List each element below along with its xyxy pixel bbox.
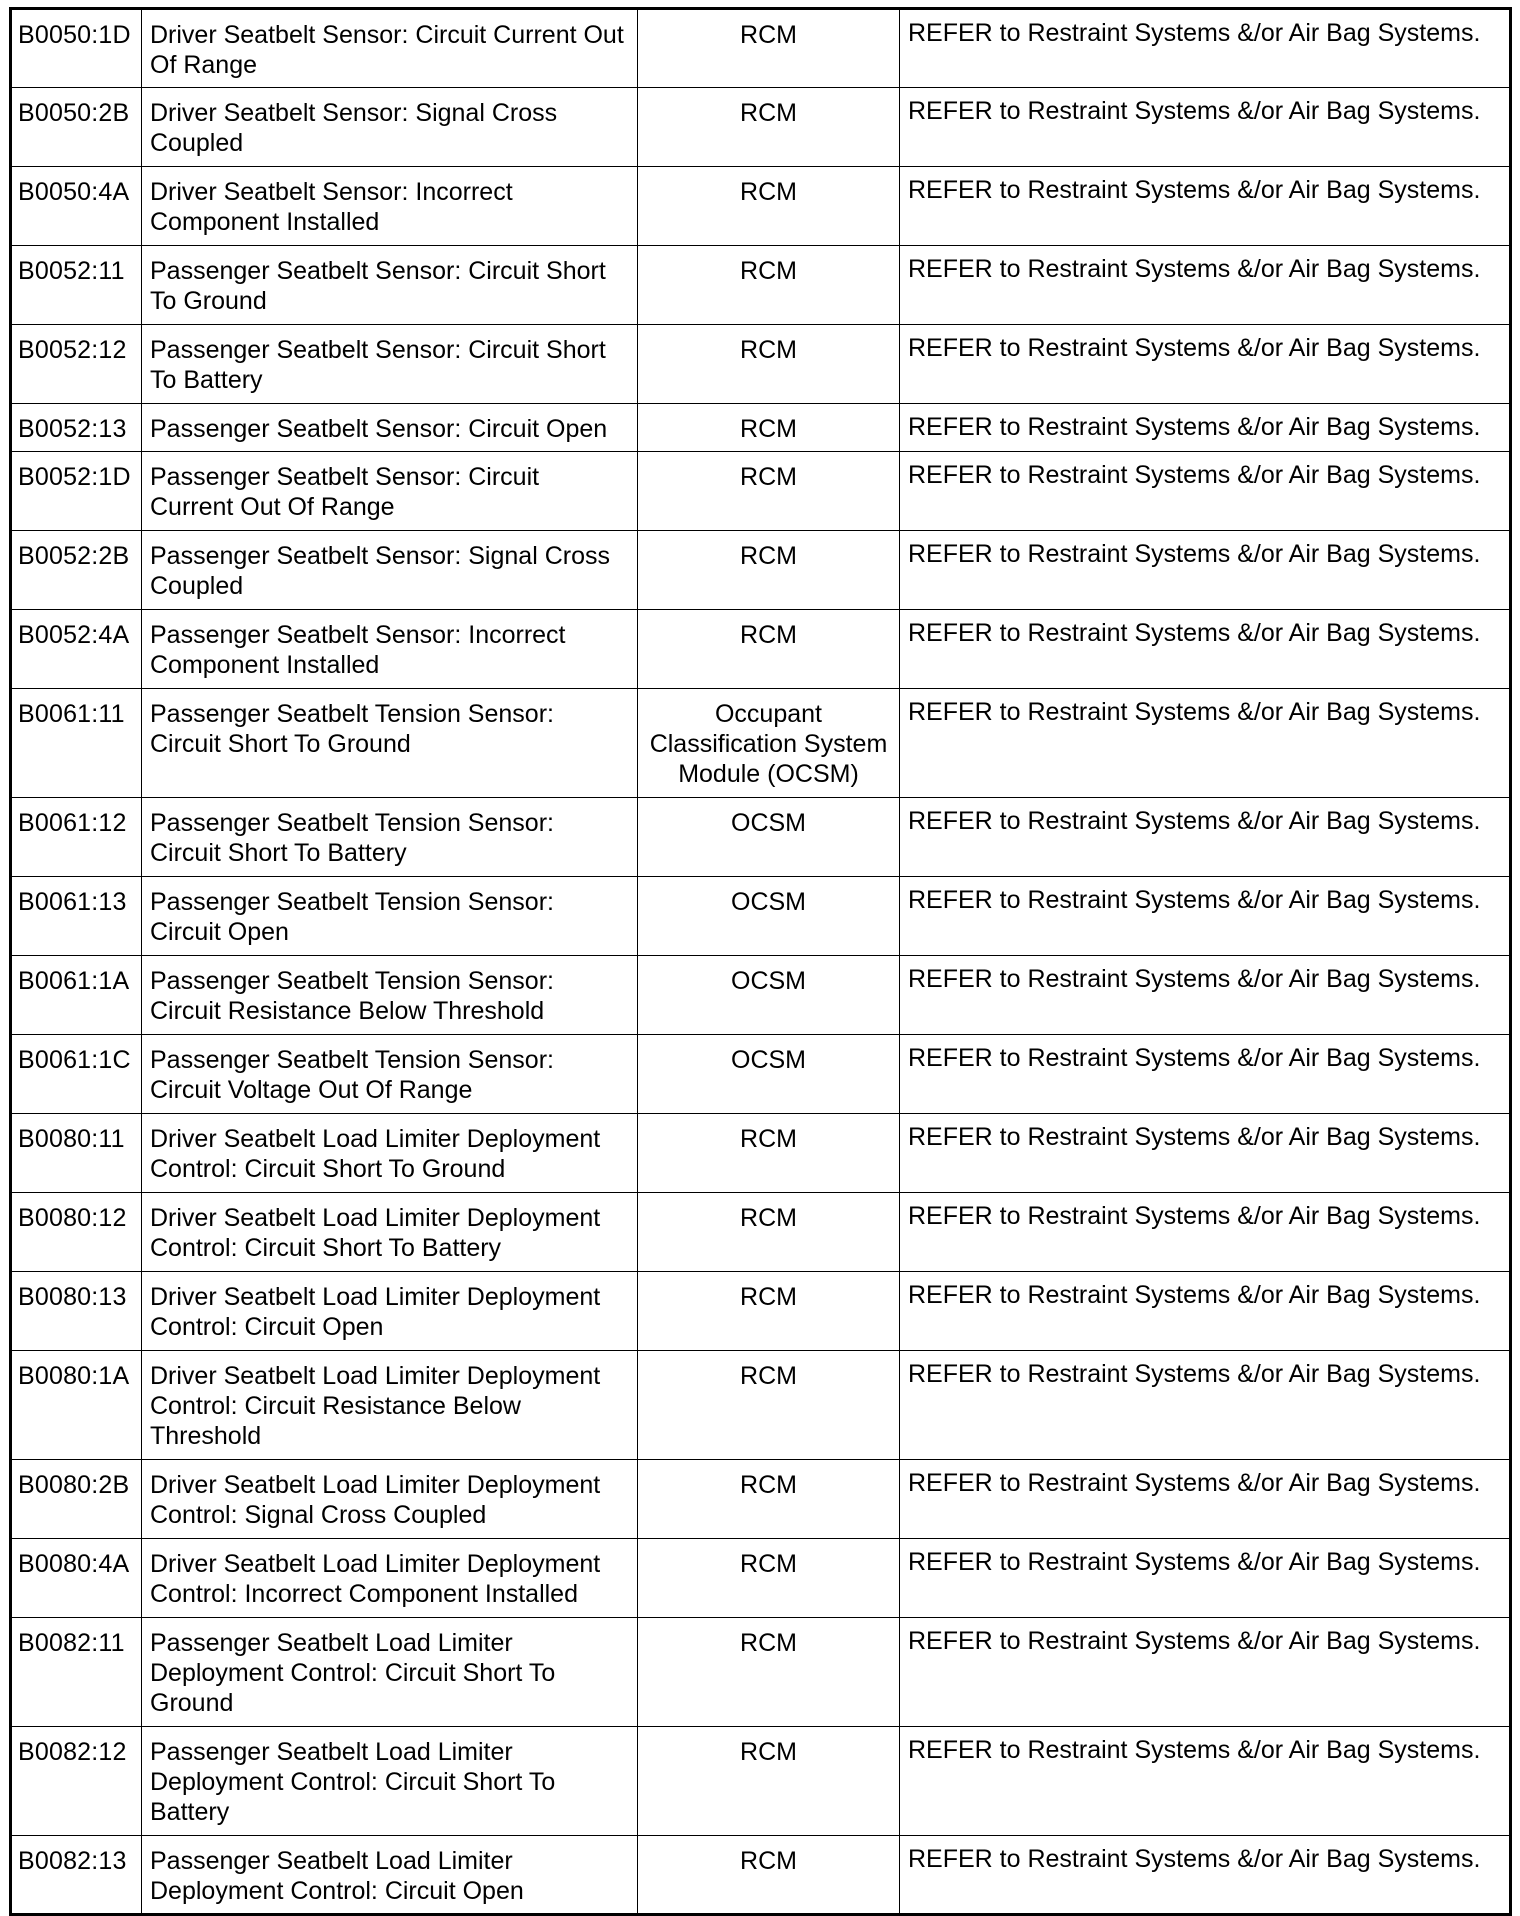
table-row bbox=[11, 88, 1511, 167]
dtc-module-cell: RCM bbox=[638, 610, 900, 689]
dtc-code-cell: B0050:4A bbox=[11, 167, 142, 246]
dtc-module-cell: RCM bbox=[638, 1114, 900, 1193]
table-row bbox=[11, 531, 1511, 610]
table-row bbox=[11, 877, 1511, 956]
dtc-action-cell: REFER to Restraint Systems &/or Air Bag Systems. bbox=[900, 325, 1511, 404]
table-row bbox=[11, 610, 1511, 689]
dtc-table bbox=[9, 7, 1512, 1916]
dtc-code-cell: B0052:4A bbox=[11, 610, 142, 689]
dtc-code-cell: B0080:2B bbox=[11, 1460, 142, 1539]
dtc-description-cell: Driver Seatbelt Sensor: Circuit Current Out Of Range bbox=[142, 9, 638, 88]
dtc-action-cell: REFER to Restraint Systems &/or Air Bag Systems. bbox=[900, 1351, 1511, 1460]
dtc-module-cell: RCM bbox=[638, 1539, 900, 1618]
table-row bbox=[11, 1193, 1511, 1272]
dtc-code-cell: B0080:1A bbox=[11, 1351, 142, 1460]
table-row bbox=[11, 956, 1511, 1035]
dtc-action-cell: REFER to Restraint Systems &/or Air Bag Systems. bbox=[900, 9, 1511, 88]
dtc-module-cell: RCM bbox=[638, 404, 900, 452]
dtc-action-cell: REFER to Restraint Systems &/or Air Bag Systems. bbox=[900, 956, 1511, 1035]
table-row bbox=[11, 167, 1511, 246]
table-row bbox=[11, 1539, 1511, 1618]
table-row bbox=[11, 9, 1511, 88]
dtc-action-cell: REFER to Restraint Systems &/or Air Bag Systems. bbox=[900, 610, 1511, 689]
dtc-code-cell: B0080:12 bbox=[11, 1193, 142, 1272]
dtc-module-cell: RCM bbox=[638, 9, 900, 88]
dtc-code-cell: B0082:12 bbox=[11, 1727, 142, 1836]
dtc-code-cell: B0052:11 bbox=[11, 246, 142, 325]
dtc-module-cell: OCSM bbox=[638, 1035, 900, 1114]
dtc-description-cell: Passenger Seatbelt Tension Sensor: Circuit Voltage Out Of Range bbox=[142, 1035, 638, 1114]
dtc-description-cell: Driver Seatbelt Load Limiter Deployment Control: Circuit Short To Ground bbox=[142, 1114, 638, 1193]
dtc-action-cell: REFER to Restraint Systems &/or Air Bag Systems. bbox=[900, 1727, 1511, 1836]
dtc-action-cell: REFER to Restraint Systems &/or Air Bag Systems. bbox=[900, 1836, 1511, 1915]
dtc-module-cell: RCM bbox=[638, 167, 900, 246]
dtc-module-cell: RCM bbox=[638, 452, 900, 531]
dtc-module-cell: RCM bbox=[638, 88, 900, 167]
dtc-module-cell: OCSM bbox=[638, 798, 900, 877]
dtc-module-cell: OCSM bbox=[638, 877, 900, 956]
dtc-description-cell: Passenger Seatbelt Sensor: Circuit Current Out Of Range bbox=[142, 452, 638, 531]
table-row bbox=[11, 452, 1511, 531]
dtc-code-cell: B0061:12 bbox=[11, 798, 142, 877]
dtc-code-cell: B0050:2B bbox=[11, 88, 142, 167]
table-row bbox=[11, 1618, 1511, 1727]
dtc-description-cell: Driver Seatbelt Sensor: Incorrect Component Installed bbox=[142, 167, 638, 246]
table-row bbox=[11, 689, 1511, 798]
dtc-action-cell: REFER to Restraint Systems &/or Air Bag Systems. bbox=[900, 1035, 1511, 1114]
dtc-module-cell: RCM bbox=[638, 1727, 900, 1836]
dtc-module-cell: RCM bbox=[638, 1836, 900, 1915]
dtc-code-cell: B0080:4A bbox=[11, 1539, 142, 1618]
dtc-description-cell: Passenger Seatbelt Sensor: Incorrect Component Installed bbox=[142, 610, 638, 689]
dtc-module-cell: RCM bbox=[638, 246, 900, 325]
dtc-description-cell: Passenger Seatbelt Load Limiter Deployment Control: Circuit Short To Ground bbox=[142, 1618, 638, 1727]
dtc-action-cell: REFER to Restraint Systems &/or Air Bag Systems. bbox=[900, 531, 1511, 610]
dtc-module-cell: RCM bbox=[638, 325, 900, 404]
dtc-module-cell: Occupant Classification System Module (OCSM) bbox=[638, 689, 900, 798]
dtc-code-cell: B0080:11 bbox=[11, 1114, 142, 1193]
dtc-code-cell: B0052:1D bbox=[11, 452, 142, 531]
dtc-description-cell: Passenger Seatbelt Load Limiter Deployment Control: Circuit Short To Battery bbox=[142, 1727, 638, 1836]
dtc-description-cell: Passenger Seatbelt Tension Sensor: Circuit Short To Ground bbox=[142, 689, 638, 798]
table-row bbox=[11, 404, 1511, 452]
dtc-table-body bbox=[11, 9, 1511, 1915]
dtc-module-cell: RCM bbox=[638, 1272, 900, 1351]
dtc-code-cell: B0052:2B bbox=[11, 531, 142, 610]
dtc-description-cell: Driver Seatbelt Load Limiter Deployment Control: Incorrect Component Installed bbox=[142, 1539, 638, 1618]
dtc-description-cell: Driver Seatbelt Load Limiter Deployment Control: Circuit Resistance Below Threshold bbox=[142, 1351, 638, 1460]
table-row bbox=[11, 1727, 1511, 1836]
dtc-description-cell: Passenger Seatbelt Tension Sensor: Circuit Open bbox=[142, 877, 638, 956]
dtc-action-cell: REFER to Restraint Systems &/or Air Bag Systems. bbox=[900, 877, 1511, 956]
dtc-module-cell: RCM bbox=[638, 1193, 900, 1272]
dtc-description-cell: Passenger Seatbelt Sensor: Circuit Short To Battery bbox=[142, 325, 638, 404]
dtc-action-cell: REFER to Restraint Systems &/or Air Bag Systems. bbox=[900, 1539, 1511, 1618]
dtc-description-cell: Passenger Seatbelt Tension Sensor: Circuit Resistance Below Threshold bbox=[142, 956, 638, 1035]
dtc-module-cell: OCSM bbox=[638, 956, 900, 1035]
dtc-code-cell: B0080:13 bbox=[11, 1272, 142, 1351]
dtc-action-cell: REFER to Restraint Systems &/or Air Bag Systems. bbox=[900, 246, 1511, 325]
dtc-description-cell: Driver Seatbelt Load Limiter Deployment Control: Circuit Open bbox=[142, 1272, 638, 1351]
dtc-module-cell: RCM bbox=[638, 1618, 900, 1727]
dtc-action-cell: REFER to Restraint Systems &/or Air Bag Systems. bbox=[900, 1460, 1511, 1539]
dtc-code-cell: B0061:1C bbox=[11, 1035, 142, 1114]
dtc-code-cell: B0061:1A bbox=[11, 956, 142, 1035]
dtc-action-cell: REFER to Restraint Systems &/or Air Bag Systems. bbox=[900, 1272, 1511, 1351]
dtc-description-cell: Passenger Seatbelt Sensor: Circuit Short To Ground bbox=[142, 246, 638, 325]
dtc-description-cell: Passenger Seatbelt Sensor: Signal Cross Coupled bbox=[142, 531, 638, 610]
dtc-description-cell: Passenger Seatbelt Load Limiter Deployment Control: Circuit Open bbox=[142, 1836, 638, 1915]
dtc-description-cell: Passenger Seatbelt Tension Sensor: Circuit Short To Battery bbox=[142, 798, 638, 877]
dtc-code-cell: B0050:1D bbox=[11, 9, 142, 88]
dtc-description-cell: Driver Seatbelt Sensor: Signal Cross Coupled bbox=[142, 88, 638, 167]
dtc-action-cell: REFER to Restraint Systems &/or Air Bag Systems. bbox=[900, 1193, 1511, 1272]
dtc-code-cell: B0082:13 bbox=[11, 1836, 142, 1915]
table-row bbox=[11, 1351, 1511, 1460]
dtc-action-cell: REFER to Restraint Systems &/or Air Bag Systems. bbox=[900, 404, 1511, 452]
dtc-module-cell: RCM bbox=[638, 1460, 900, 1539]
table-row bbox=[11, 1836, 1511, 1915]
dtc-code-cell: B0052:13 bbox=[11, 404, 142, 452]
dtc-code-cell: B0061:13 bbox=[11, 877, 142, 956]
table-row bbox=[11, 1114, 1511, 1193]
table-row bbox=[11, 1272, 1511, 1351]
dtc-action-cell: REFER to Restraint Systems &/or Air Bag Systems. bbox=[900, 1618, 1511, 1727]
dtc-code-cell: B0082:11 bbox=[11, 1618, 142, 1727]
dtc-description-cell: Driver Seatbelt Load Limiter Deployment Control: Circuit Short To Battery bbox=[142, 1193, 638, 1272]
dtc-action-cell: REFER to Restraint Systems &/or Air Bag Systems. bbox=[900, 167, 1511, 246]
dtc-code-cell: B0052:12 bbox=[11, 325, 142, 404]
dtc-module-cell: RCM bbox=[638, 531, 900, 610]
dtc-action-cell: REFER to Restraint Systems &/or Air Bag Systems. bbox=[900, 452, 1511, 531]
table-row bbox=[11, 1035, 1511, 1114]
table-row bbox=[11, 325, 1511, 404]
dtc-action-cell: REFER to Restraint Systems &/or Air Bag Systems. bbox=[900, 88, 1511, 167]
dtc-action-cell: REFER to Restraint Systems &/or Air Bag Systems. bbox=[900, 689, 1511, 798]
table-row bbox=[11, 1460, 1511, 1539]
dtc-description-cell: Driver Seatbelt Load Limiter Deployment Control: Signal Cross Coupled bbox=[142, 1460, 638, 1539]
dtc-action-cell: REFER to Restraint Systems &/or Air Bag Systems. bbox=[900, 1114, 1511, 1193]
dtc-description-cell: Passenger Seatbelt Sensor: Circuit Open bbox=[142, 404, 638, 452]
dtc-module-cell: RCM bbox=[638, 1351, 900, 1460]
dtc-action-cell: REFER to Restraint Systems &/or Air Bag Systems. bbox=[900, 798, 1511, 877]
dtc-code-cell: B0061:11 bbox=[11, 689, 142, 798]
table-row bbox=[11, 246, 1511, 325]
table-row bbox=[11, 798, 1511, 877]
